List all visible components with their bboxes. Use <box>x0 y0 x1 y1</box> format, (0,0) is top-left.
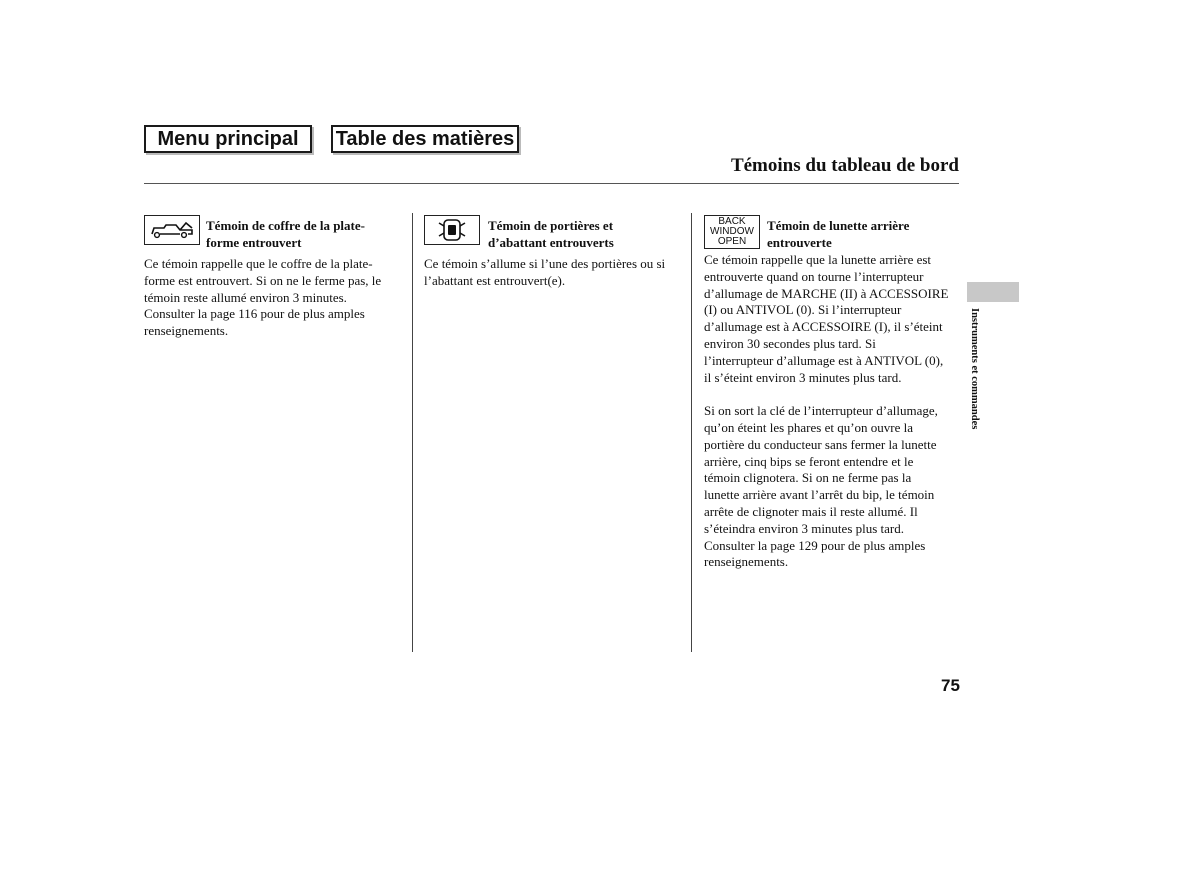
door-open-icon <box>424 215 480 245</box>
column-back-window <box>704 215 966 571</box>
section-tab-label: Instruments et commandes <box>969 308 980 430</box>
menu-principal-button[interactable]: Menu principal <box>144 125 312 153</box>
column-doors <box>424 215 686 290</box>
trunk-indicator-text: Ce témoin rappelle que le coffre de la plate- forme est entrouvert. Si on ne le ferme pas, le témoin reste allumé environ 3 minutes. Consulter la page 116 pour de plus amples renseignements. <box>144 256 382 339</box>
back-window-indicator-text-2: Si on sort la clé de l’interrupteur d’allumage, qu’on éteint les phares et qu’on ouvre la portière du conducteur sans fermer la lunette arrière, cinq bips se feront entendre et le témoin clignotera. Si on ne ferme pas la lunette arrière avant l’arrêt du bip, le témoin arrête de clignoter mais il reste allumé. Il s’éteindra environ 3 minutes plus tard. Consulter la page 129 pour de plus amples renseignements. <box>704 403 938 570</box>
back-window-indicator-text: Ce témoin rappelle que la lunette arrière est entrouverte quand on tourne l’interrupteur d’allumage de MARCHE (II) à ACCESSOIRE (I) ou ANTIVOL (0). Si l’interrupteur d’allumage est à ACCESSOIRE (I), il s’éteint environ 30 secondes plus tard. Si l’interrupteur d’allumage est à ANTIVOL (0), il s’éteint environ 3 minutes plus tard. <box>704 252 949 385</box>
table-des-matieres-button[interactable]: Table des matières <box>331 125 519 153</box>
doors-indicator-title: Témoin de portières et d’abattant entrouverts <box>488 218 614 250</box>
column-divider <box>691 213 692 652</box>
page-title: Témoins du tableau de bord <box>730 155 959 176</box>
back-window-indicator-title: Témoin de lunette arrière entrouverte <box>767 218 910 250</box>
page-number: 75 <box>941 676 960 695</box>
column-trunk <box>144 215 406 340</box>
column-divider <box>412 213 413 652</box>
trunk-open-icon <box>144 215 200 245</box>
doors-indicator-text: Ce témoin s’allume si l’une des portières ou si l’abattant est entrouvert(e). <box>424 256 666 288</box>
header-divider <box>144 183 959 184</box>
back-window-open-icon: BACK WINDOW OPEN <box>704 215 760 249</box>
trunk-indicator-title: Témoin de coffre de la plate- forme entrouvert <box>206 218 365 250</box>
section-tab[interactable] <box>967 282 1019 302</box>
